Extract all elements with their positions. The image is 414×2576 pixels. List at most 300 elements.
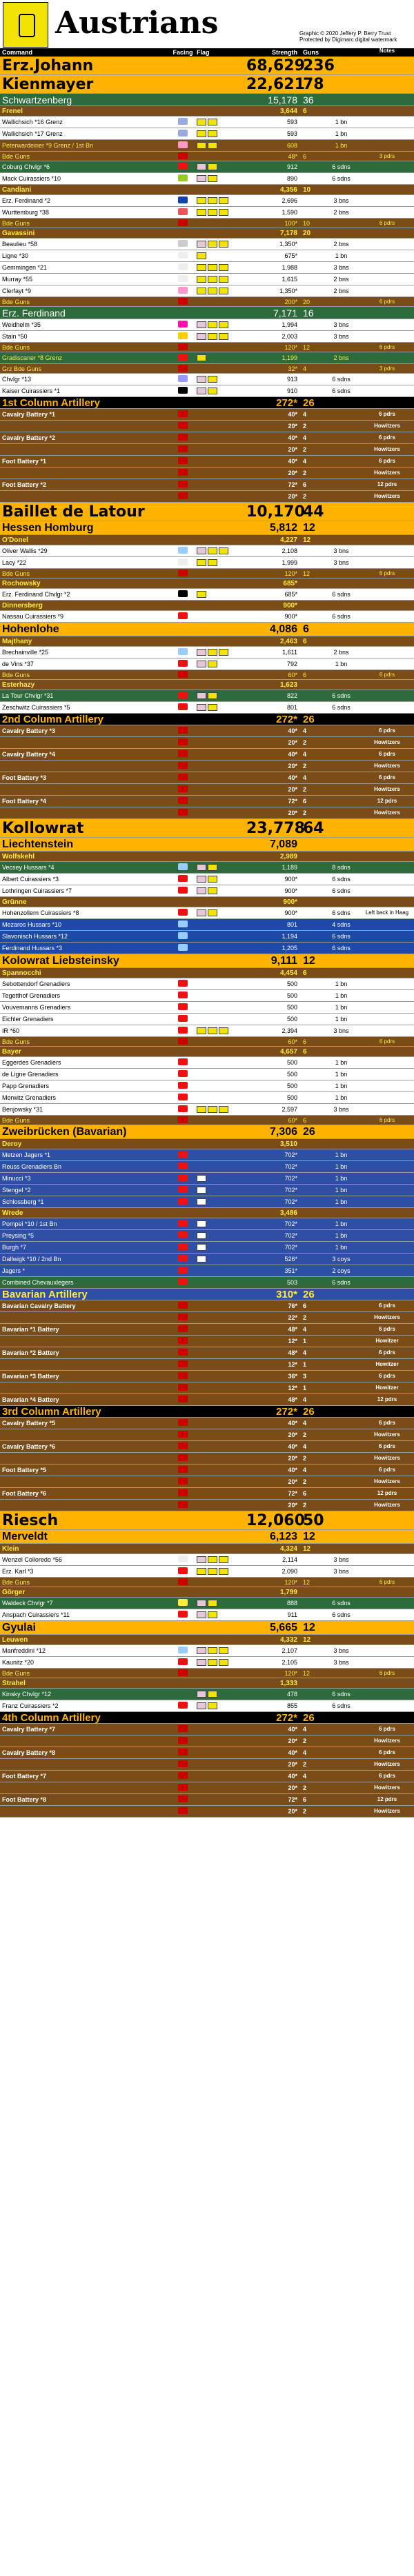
table-row-art [0,1771,414,1782]
regimental-flag-icon [208,241,217,248]
row-note: Howitzers [374,1455,400,1461]
table-row-unit [0,128,414,140]
row-strength: 1,350* [279,241,297,248]
row-guns: 6 [303,1490,307,1497]
row-strength: 48* [288,1396,297,1403]
regimental-flag-icon [219,333,228,340]
artillery-facing-swatch [178,219,188,226]
regimental-flag-icon [197,163,206,170]
row-strength: 40* [288,434,297,441]
regimental-flag-icon [208,1611,217,1618]
row-strength: 76* [288,1302,297,1309]
facing-color-swatch [178,1027,188,1034]
regimental-flag-icon [208,209,217,216]
row-strength: 792 [286,661,297,667]
artillery-facing-swatch [178,570,188,576]
row-type: 1 bn [335,1004,348,1011]
row-name: 2nd Column Artillery [2,714,103,725]
facing-color-swatch [178,992,188,998]
row-strength: 2,107 [282,1647,297,1654]
table-row-guns [0,219,414,228]
regimental-flag-icon [197,1220,206,1227]
table-row-unit [0,1057,414,1069]
table-row-unit [0,1598,414,1609]
facing-color-swatch [178,1058,188,1065]
facing-color-swatch [178,909,188,916]
artillery-facing-swatch [178,774,188,781]
row-strength: 900* [284,613,297,620]
row-note: 6 pdrs [379,1116,395,1123]
artillery-facing-swatch [178,469,188,476]
facing-color-swatch [178,240,188,247]
facing-color-swatch [178,875,188,882]
row-name: Majthany [2,637,32,645]
row-guns: 4 [303,1467,307,1473]
row-name: Combined Chevauxlegers [2,1279,74,1286]
regimental-flag-icon [197,1187,206,1194]
row-note: 6 pdrs [378,1749,395,1755]
row-name: Erz. Ferdinand [2,307,66,319]
row-strength: 72* [288,481,297,488]
row-strength: 1,350* [279,288,297,294]
row-type: 1 bn [335,130,348,137]
row-strength: 702* [284,1198,297,1205]
header [0,0,414,48]
artillery-facing-swatch [178,152,188,159]
row-type: 1 bn [335,661,348,667]
regimental-flag-icon [208,119,217,125]
row-flags [197,130,246,137]
row-name: Slavonisch Hussars *12 [2,933,68,940]
row-guns: 4 [303,1396,307,1403]
table-row-guns [0,1669,414,1678]
table-row-unit [0,1069,414,1080]
regimental-flag-icon [219,241,228,248]
row-strength: 900* [283,601,297,610]
facing-color-swatch [178,1003,188,1010]
row-name: Bde Guns [2,671,30,678]
row-strength: 4,356 [279,185,297,194]
row-note: Howitzers [374,1314,400,1320]
regimental-flag-icon [208,321,217,328]
row-guns: 6 [303,152,307,160]
row-guns: 26 [303,1289,315,1300]
row-flags [197,175,246,182]
row-facing [169,1082,197,1090]
row-strength: 5,812 [269,521,297,534]
row-flags [197,591,246,598]
table-row-unit [0,140,414,152]
artillery-facing-swatch [178,750,188,757]
artillery-facing-swatch [178,738,188,745]
row-name: Kollowrat [2,819,84,837]
row-strength: 4,324 [279,1544,297,1553]
row-guns: 2 [303,1761,307,1768]
table-row-brig [0,897,414,907]
facing-color-swatch [178,692,188,698]
facing-color-swatch [178,252,188,259]
row-type: 3 bns [333,1659,349,1666]
row-name: de Ligne Grenadiers [2,1071,59,1078]
row-strength: 36* [288,1373,297,1380]
row-name: Bavarian *3 Battery [2,1373,59,1380]
table-row-art [0,737,414,749]
artillery-facing-swatch [178,1396,188,1402]
table-row-bav [0,1230,414,1242]
row-facing [169,1372,197,1380]
table-row-corps [0,623,414,636]
row-facing [169,434,197,442]
table-row-art [0,1806,414,1818]
row-note: Howitzers [374,446,400,452]
row-facing [169,909,197,917]
table-row-art [0,1747,414,1759]
row-strength: 68,629 [246,57,305,74]
row-name: Dinnersberg [2,601,43,610]
row-flags [197,692,246,699]
row-facing [169,1658,197,1667]
row-facing [169,1647,197,1655]
row-strength: 20* [288,786,297,793]
row-name: Manfreddini *12 [2,1647,46,1654]
row-note: Howitzers [374,739,400,745]
row-strength: 120* [284,1578,297,1586]
row-name: Grz Bde Guns [2,365,42,372]
row-strength: 2,989 [279,852,297,861]
row-name: Ligne *30 [2,252,29,259]
row-name: Cavalry Battery *4 [2,751,56,758]
table-row-art [0,491,414,503]
row-facing [169,648,197,656]
artillery-facing-swatch [178,1442,188,1449]
table-row-unit [0,117,414,128]
regimental-flag-icon [197,354,206,361]
row-facing [169,252,197,260]
table-row-div [0,307,414,319]
artillery-facing-swatch [178,1116,188,1123]
row-strength: 40* [288,411,297,418]
row-facing [169,992,197,1000]
artillery-facing-swatch [178,1578,188,1585]
regimental-flag-icon [197,288,206,294]
table-row-guns [0,670,414,680]
row-strength: 20* [288,1761,297,1768]
facing-color-swatch [178,1163,188,1169]
regimental-flag-icon [197,1027,206,1034]
row-facing [169,1015,197,1023]
regimental-flag-icon [208,1659,217,1666]
row-guns: 4 [303,434,307,441]
table-row-unit [0,1002,414,1014]
table-row-bav [0,1161,414,1173]
table-row-brig [0,636,414,647]
row-name: Pompei *10 / 1st Bn [2,1220,57,1227]
regimental-flag-icon [197,1556,206,1563]
table-row-art [0,1500,414,1511]
regimental-flag-icon [219,1556,228,1563]
row-name: Papp Grenadiers [2,1083,50,1089]
row-name: Foot Battery *5 [2,1467,47,1473]
row-name: Erz.Johann [2,57,94,74]
row-strength: 40* [288,727,297,734]
regimental-flag-icon [208,1556,217,1563]
row-strength: 40* [288,1467,297,1473]
row-name: Reuss Grenadiers Bn [2,1163,62,1170]
row-facing [169,1419,197,1427]
row-flags [197,559,246,566]
row-facing [169,660,197,668]
regimental-flag-icon [219,649,228,656]
table-row-corps [0,1530,414,1544]
row-strength: 3,486 [279,1209,297,1217]
regimental-flag-icon [208,333,217,340]
regimental-flag-icon [208,175,217,182]
row-facing [169,1431,197,1439]
facing-color-swatch [178,648,188,655]
row-strength: 12* [288,1338,297,1345]
row-note: 6 pdrs [378,1302,395,1309]
table-row-unit [0,1080,414,1092]
row-name: Franz Cuirassiers *2 [2,1702,59,1709]
row-name: Gyulai [2,1621,36,1633]
row-name: Bayer [2,1047,21,1056]
regimental-flag-icon [208,264,217,271]
facing-color-swatch [178,1198,188,1205]
artillery-facing-swatch [178,298,188,305]
row-facing [169,1302,197,1310]
row-strength: 120* [284,343,297,351]
row-facing [169,875,197,883]
facing-color-swatch [178,1702,188,1709]
row-name: Brechainville *25 [2,649,49,656]
facing-color-swatch [178,332,188,339]
table-row-bav [0,1254,414,1265]
row-strength: 120* [284,1669,297,1677]
table-row-unit [0,319,414,331]
row-strength: 500 [286,980,297,987]
table-row-brig [0,106,414,117]
row-name: Cavalry Battery *3 [2,727,56,734]
artillery-facing-swatch [178,1749,188,1755]
order-of-battle-table [0,57,414,1818]
row-facing [169,1243,197,1251]
artillery-facing-swatch [178,1302,188,1309]
table-row-art [0,479,414,491]
row-type: 1 bn [335,1071,348,1078]
table-row-art [0,1724,414,1735]
row-type: 6 sdns [332,876,351,883]
row-type: 2 bns [333,649,349,656]
table-row-unit [0,1104,414,1116]
row-facing [169,612,197,621]
row-name: Wrede [2,1209,23,1217]
row-guns: 50 [303,1511,324,1529]
artillery-facing-swatch [178,1760,188,1767]
row-facing [169,1690,197,1698]
row-strength: 702* [284,1232,297,1239]
row-type: 6 sdns [332,1691,351,1698]
row-note: 12 pdrs [377,481,397,487]
row-name: Cavalry Battery *7 [2,1726,56,1733]
row-guns: 6 [303,671,307,678]
row-name: La Tour Chvlgr *31 [2,692,54,699]
facing-color-swatch [178,1599,188,1606]
table-row-unit [0,262,414,274]
row-strength: 500 [286,1059,297,1066]
row-note: 6 pdrs [378,1443,395,1449]
table-row-unit [0,931,414,943]
table-row-unit [0,919,414,931]
row-name: 3rd Column Artillery [2,1406,101,1418]
row-note: 12 pdrs [377,1796,397,1802]
row-facing [169,481,197,489]
facing-color-swatch [178,1094,188,1100]
table-row-unit [0,862,414,874]
row-flags [197,1198,246,1205]
artillery-facing-swatch [178,1489,188,1496]
row-name: Cavalry Battery *2 [2,434,56,441]
row-strength: 272* [276,1712,297,1724]
row-flags [197,864,246,871]
table-row-artcorps [0,397,414,409]
row-name: Candiani [2,185,32,194]
artillery-facing-swatch [178,671,188,678]
row-guns: 1 [303,1361,307,1368]
row-facing [169,570,197,578]
row-facing [169,1163,197,1171]
regimental-flag-icon [219,1659,228,1666]
row-facing [169,863,197,872]
table-row-bav [0,1196,414,1208]
row-name: Peterwardeiner *9 Grenz / 1st Bn [2,142,94,149]
facing-color-swatch [178,1556,188,1562]
facing-color-swatch [178,660,188,667]
row-facing [169,932,197,940]
row-note: Howitzers [374,786,400,792]
row-note: Left back in Haag [365,909,409,916]
row-name: de Vins *37 [2,661,34,667]
row-name: Beaulieu *58 [2,241,38,248]
row-guns: 2 [303,763,307,769]
table-row-art [0,1759,414,1771]
row-flags [197,661,246,667]
row-type: 6 sdns [332,1611,351,1618]
row-flags [197,1256,246,1262]
regimental-flag-icon [208,547,217,554]
regimental-flag-icon [197,864,206,871]
row-name: Bde Guns [2,343,30,351]
row-facing [169,1278,197,1287]
table-row-unit [0,1554,414,1566]
regimental-flag-icon [197,1568,206,1575]
row-note: 6 pdrs [378,727,395,734]
row-strength: 4,086 [269,623,297,635]
regimental-flag-icon [197,388,206,394]
row-note: 6 pdrs [379,219,395,226]
row-guns: 6 [303,1038,307,1045]
row-strength: 593 [286,130,297,137]
row-name: Zeschwitz Cuirassiers *5 [2,704,70,711]
row-note: 6 pdrs [379,671,395,678]
row-flags [197,887,246,894]
row-note: 12 pdrs [377,1396,397,1402]
row-note: 3 pdrs [379,365,395,372]
row-facing [169,1567,197,1576]
row-guns: 12 [303,570,310,577]
facing-color-swatch [178,287,188,294]
table-row-bavart [0,1312,414,1324]
row-guns: 78 [303,75,324,93]
row-type: 3 bns [333,559,349,566]
row-facing [169,1501,197,1509]
artillery-facing-swatch [178,481,188,487]
row-name: Mack Cuirassiers *10 [2,175,61,182]
row-name: 4th Column Artillery [2,1712,101,1724]
row-note: Howitzers [374,809,400,816]
row-type: 1 bn [335,1059,348,1066]
row-note: 3 pdrs [379,152,395,159]
row-name: Bde Guns [2,1669,30,1677]
regimental-flag-icon [197,1691,206,1698]
row-guns: 6 [303,1302,307,1309]
row-guns: 4 [303,1443,307,1450]
row-name: Wallichsich *16 Grenz [2,119,63,125]
facing-color-swatch [178,1070,188,1077]
row-strength: 40* [288,1420,297,1427]
row-flags [197,1659,246,1666]
row-facing [169,130,197,138]
table-row-brig [0,1587,414,1598]
row-type: 1 bn [335,1083,348,1089]
row-guns: 4 [303,751,307,758]
regimental-flag-icon [208,704,217,711]
row-name: Hohenlohe [2,623,59,635]
table-row-guns [0,364,414,374]
regimental-flag-icon [197,1175,206,1182]
row-name: Gemmingen *21 [2,264,48,271]
row-facing [169,219,197,228]
table-row-unit [0,352,414,364]
table-row-div [0,94,414,106]
regimental-flag-icon [197,704,206,711]
row-flags [197,321,246,328]
row-facing [169,1772,197,1780]
row-flags [197,1600,246,1607]
row-facing [169,1349,197,1357]
row-strength: 2,003 [282,333,297,340]
row-name: Bavarian *1 Battery [2,1326,59,1333]
artillery-facing-swatch [178,1325,188,1332]
column-header [0,48,414,57]
row-type: 3 bns [333,1568,349,1575]
table-row-artcorps [0,1289,414,1300]
row-strength: 855 [286,1702,297,1709]
row-note: 6 pdrs [378,434,395,441]
facing-color-swatch [178,263,188,270]
row-strength: 32* [288,365,297,372]
artillery-facing-swatch [178,1784,188,1791]
row-strength: 9,111 [270,954,297,967]
credit-line: Graphic © 2020 Jeffery P. Berry Trust [299,30,391,37]
row-strength: 478 [286,1691,297,1698]
row-strength: 48* [288,1349,297,1356]
row-guns: 2 [303,1455,307,1462]
row-name: Weidhelm *35 [2,321,41,328]
table-row-bavart [0,1371,414,1382]
row-flags [197,264,246,271]
row-strength: 48* [288,152,297,160]
row-strength: 7,089 [269,838,297,850]
